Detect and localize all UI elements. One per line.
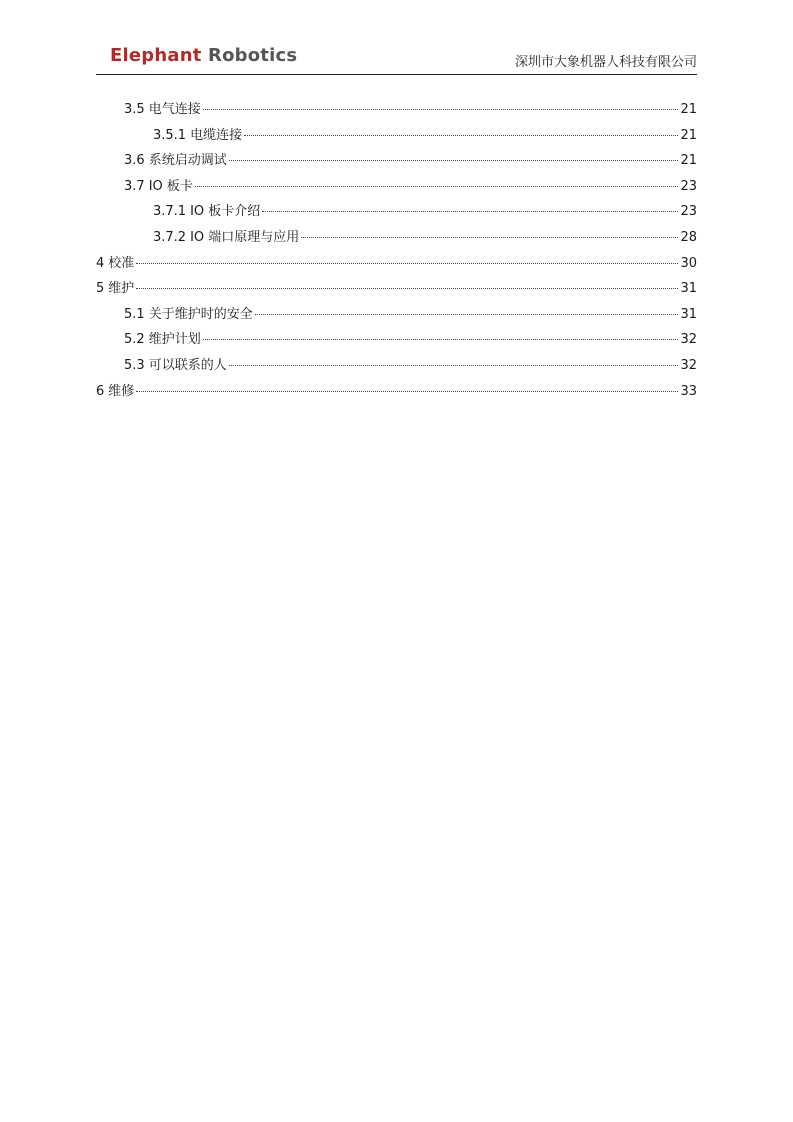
- toc-entry[interactable]: [96, 150, 697, 176]
- toc-dot-leader: [262, 211, 678, 212]
- toc-entry[interactable]: [96, 99, 697, 125]
- toc-entry-number: 3.7.2: [153, 229, 187, 245]
- toc-entry[interactable]: [96, 253, 697, 279]
- toc-entry[interactable]: [96, 201, 697, 227]
- toc-entry-page: 21: [680, 102, 697, 117]
- toc-entry-number: 3.5: [124, 102, 145, 117]
- toc-entry-page: 32: [680, 357, 697, 373]
- toc-dot-leader: [229, 365, 679, 366]
- toc-entry[interactable]: [96, 278, 697, 304]
- toc-entry-title: 系统启动调试: [148, 153, 227, 169]
- toc-dot-leader: [301, 237, 678, 238]
- toc-entry[interactable]: [96, 329, 697, 355]
- toc-entry-number: 5: [96, 281, 105, 297]
- toc-dot-leader: [136, 391, 678, 392]
- toc-entry-title: 电缆连接: [190, 127, 243, 143]
- toc-dot-leader: [195, 186, 679, 187]
- toc-entry-title: 维修: [108, 383, 135, 399]
- toc-entry-title: 校准: [108, 255, 135, 271]
- toc-entry[interactable]: [96, 304, 697, 330]
- toc-entry-title: 维护计划: [148, 332, 201, 348]
- toc-entry-page: 23: [680, 178, 697, 194]
- toc-entry-page: 31: [680, 306, 697, 322]
- toc-dot-leader: [136, 263, 678, 264]
- toc-dot-leader: [136, 288, 678, 289]
- toc-entry-page: 28: [680, 229, 697, 245]
- toc-entry-number: 4: [96, 255, 105, 271]
- toc-entry-number: 5.3: [124, 357, 145, 373]
- toc-entry-page: 33: [680, 383, 697, 399]
- toc-entry-page: 21: [680, 153, 697, 169]
- toc-entry-page: 32: [680, 332, 697, 348]
- logo-text-robotics: Robotics: [208, 45, 298, 66]
- toc-entry[interactable]: [96, 125, 697, 151]
- toc-dot-leader: [203, 339, 679, 340]
- page-header: [96, 40, 697, 75]
- toc-entry-title: 电气连接: [148, 102, 201, 117]
- toc-entry-number: 5.1: [124, 306, 145, 322]
- toc-entry[interactable]: [96, 227, 697, 253]
- toc-entry-title: 维护: [108, 281, 135, 297]
- toc-entry[interactable]: [96, 381, 697, 407]
- toc-entry-number: 5.2: [124, 332, 145, 348]
- toc-entry-number: 6: [96, 383, 105, 399]
- toc-entry-number: 3.7: [124, 178, 145, 194]
- company-name: 深圳市大象机器人科技有限公司: [514, 55, 697, 70]
- toc-entry-page: 31: [680, 281, 697, 297]
- toc-dot-leader: [229, 160, 679, 161]
- toc-entry-number: 3.6: [124, 153, 145, 169]
- toc-entry-title: IO 端口原理与应用: [190, 229, 300, 245]
- toc-dot-leader: [244, 135, 678, 136]
- elephant-robotics-logo: [110, 45, 297, 66]
- toc-entry-page: 21: [680, 127, 697, 143]
- table-of-contents: [96, 99, 697, 406]
- toc-entry-title: 关于维护时的安全: [148, 306, 253, 322]
- toc-entry-page: 23: [680, 204, 697, 220]
- toc-entry-number: 3.7.1: [153, 204, 187, 220]
- toc-entry-title: 可以联系的人: [148, 357, 227, 373]
- toc-entry-page: 30: [680, 255, 697, 271]
- toc-dot-leader: [255, 314, 679, 315]
- toc-entry[interactable]: [96, 355, 697, 381]
- toc-entry-title: IO 板卡介绍: [190, 204, 261, 220]
- toc-dot-leader: [203, 109, 679, 110]
- toc-entry-title: IO 板卡: [148, 178, 193, 194]
- logo-text-elephant: Elephant: [110, 45, 202, 66]
- toc-entry[interactable]: [96, 176, 697, 202]
- toc-entry-number: 3.5.1: [153, 127, 187, 143]
